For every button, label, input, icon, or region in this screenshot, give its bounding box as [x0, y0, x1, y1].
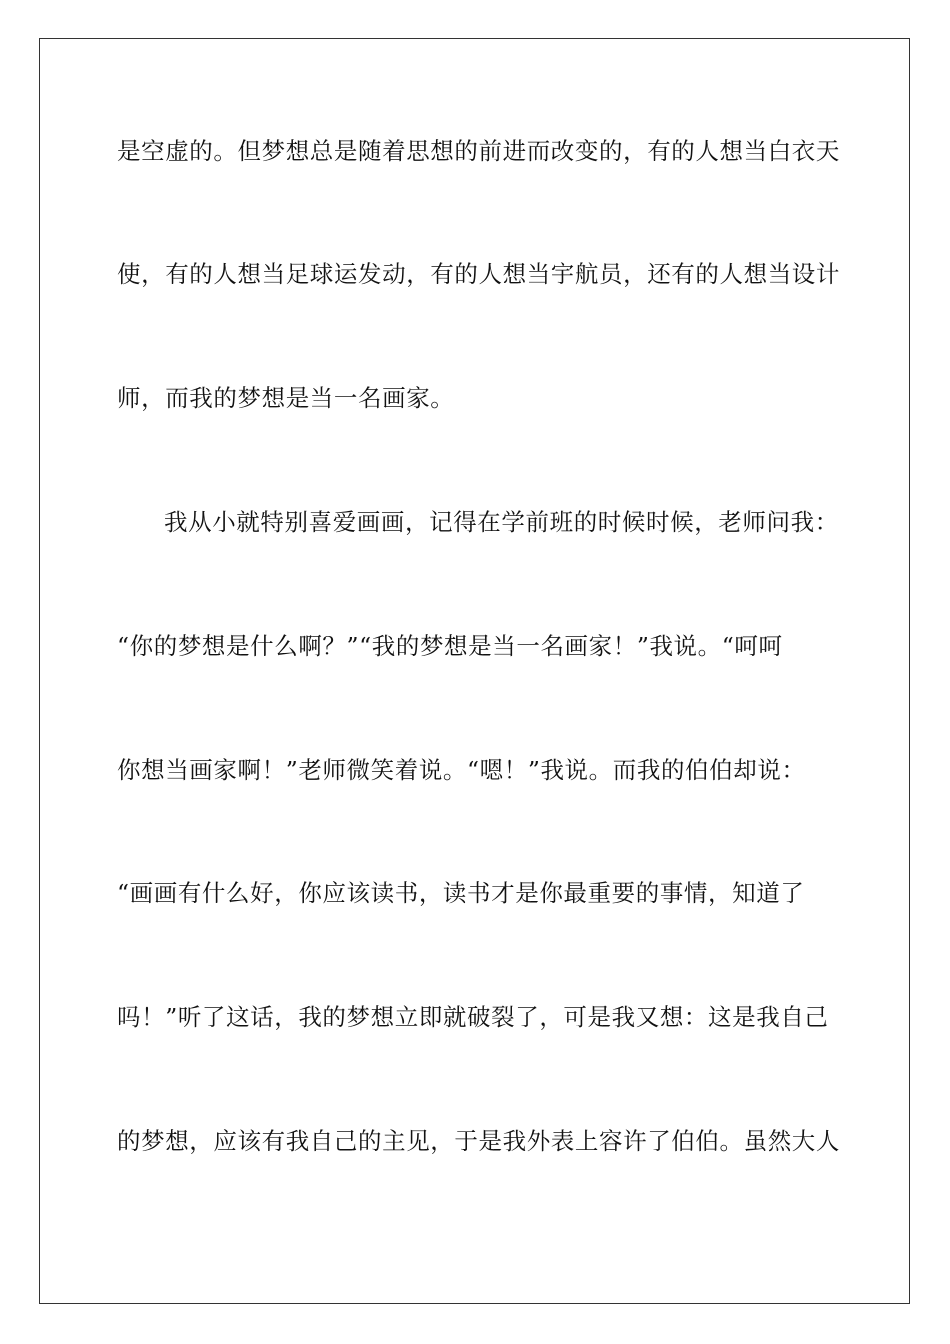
text-line-4-paragraph-start: 我从小就特别喜爱画画，记得在学前班的时候时候，老师问我：: [164, 508, 839, 536]
text-line-3: 师，而我的梦想是当一名画家。: [117, 384, 455, 412]
text-line-9: 的梦想，应该有我自己的主见，于是我外表上容许了伯伯。虽然大人: [117, 1127, 840, 1155]
text-line-6: 你想当画家啊！”老师微笑着说。“嗯！”我说。而我的伯伯却说：: [117, 756, 806, 784]
page-frame: [39, 38, 910, 1304]
text-line-8: 吗！”听了这话，我的梦想立即就破裂了，可是我又想：这是我自己: [117, 1003, 829, 1031]
text-line-2: 使，有的人想当足球运发动，有的人想当宇航员，还有的人想当设计: [117, 260, 840, 288]
text-line-5: “你的梦想是什么啊？”“我的梦想是当一名画家！”我说。“呵呵: [117, 632, 783, 660]
text-line-7: “画画有什么好，你应该读书，读书才是你最重要的事情，知道了: [117, 879, 805, 907]
text-line-1: 是空虚的。但梦想总是随着思想的前进而改变的，有的人想当白衣天: [117, 137, 840, 165]
